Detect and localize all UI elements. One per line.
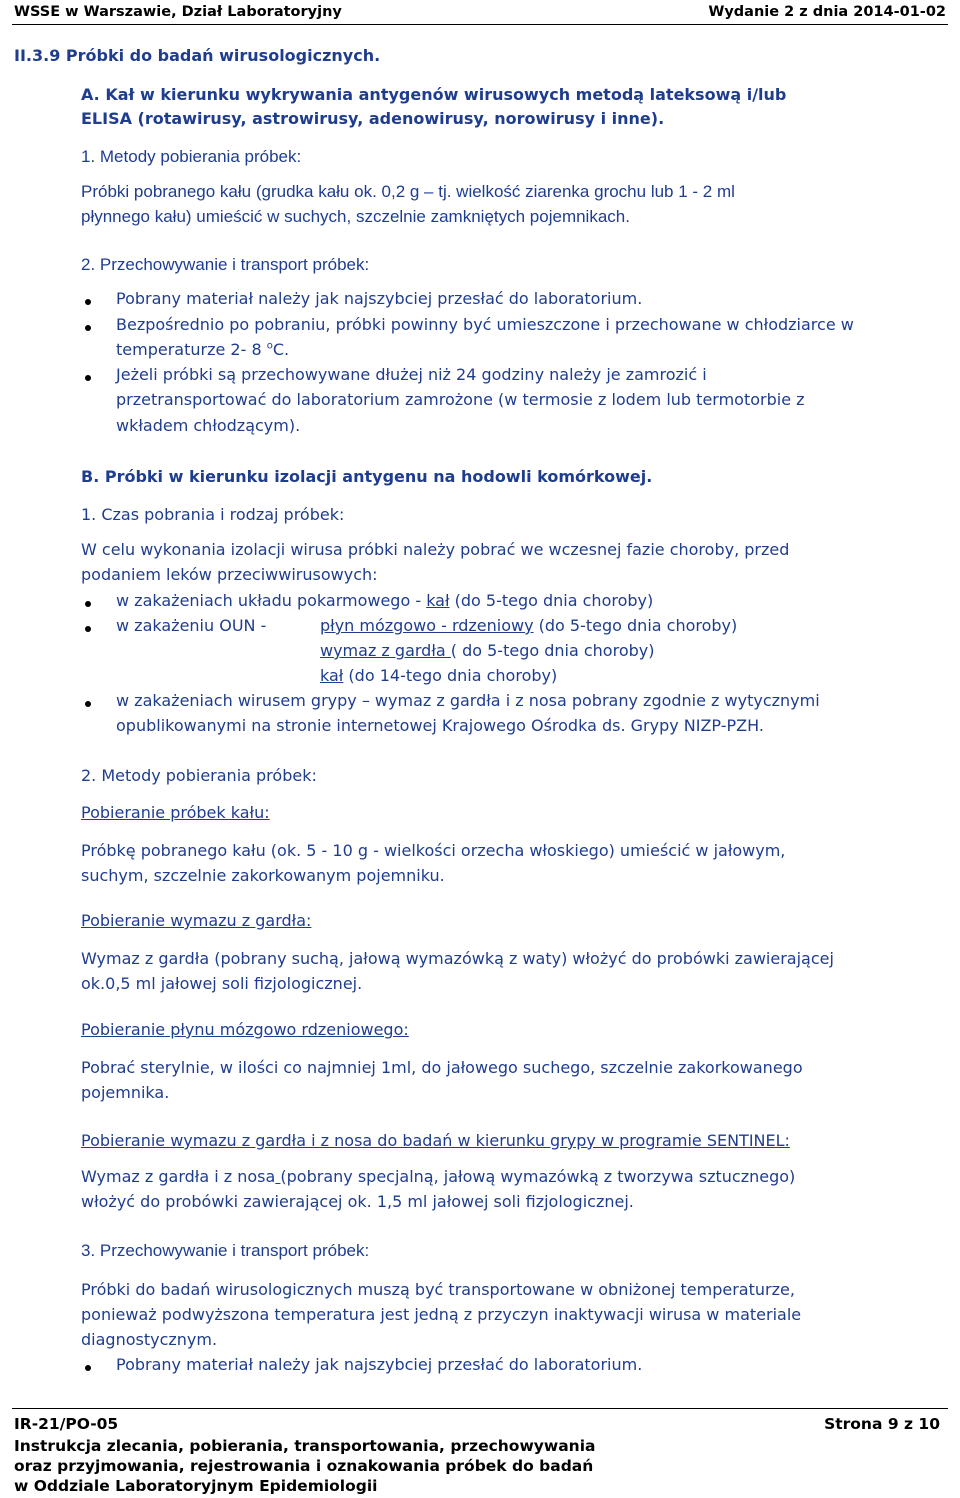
footer-line-2: oraz przyjmowania, rejestrowania i oznakowania próbek do badań bbox=[14, 1457, 594, 1475]
throat-line-2: ok.0,5 ml jałowej soli fizjologicznej. bbox=[81, 974, 363, 993]
csf-line-1: Pobrać sterylnie, w ilości co najmniej 1ml, do jałowego suchego, szczelnie zakorkowanego bbox=[81, 1058, 803, 1077]
a-bullet-3-line-2: przetransportować do laboratorium zamrożone (w termosie z lodem lub termotorbie z bbox=[116, 390, 805, 409]
b-storage-line-2: ponieważ podwyższona temperatura jest jedną z przyczyn inaktywacji wirusa w materiale bbox=[81, 1305, 802, 1324]
a-bullet-2-line-1: Bezpośrednio po pobraniu, próbki powinny być umieszczone i przechowane w chłodziarce w bbox=[116, 315, 854, 334]
footer-code: IR-21/PO-05 bbox=[14, 1415, 119, 1433]
bullet-dot bbox=[85, 701, 91, 707]
stool-line-1: Próbkę pobranego kału (ok. 5 - 10 g - wielkości orzecha włoskiego) umieścić w jałowym, bbox=[81, 841, 786, 860]
bullet-dot bbox=[85, 299, 91, 305]
footer-page-number: Strona 9 z 10 bbox=[824, 1415, 940, 1433]
footer-line-3: w Oddziale Laboratoryjnym Epidemiologii bbox=[14, 1477, 378, 1495]
b-storage-bullet: Pobrany materiał należy jak najszybciej przesłać do laboratorium. bbox=[116, 1355, 643, 1374]
b-storage-title: 3. Przechowywanie i transport próbek: bbox=[81, 1241, 370, 1260]
b-list-item-2-label: w zakażeniu OUN - bbox=[116, 616, 267, 635]
csf-heading: Pobieranie płynu mózgowo rdzeniowego: bbox=[81, 1020, 409, 1039]
b-storage-line-1: Próbki do badań wirusologicznych muszą być transportowane w obniżonej temperaturze, bbox=[81, 1280, 795, 1299]
header-left: WSSE w Warszawie, Dział Laboratoryjny bbox=[14, 4, 342, 20]
b-methods-title: 2. Metody pobierania próbek: bbox=[81, 766, 317, 785]
b-intro-line-1: W celu wykonania izolacji wirusa próbki należy pobrać we wczesnej fazie choroby, przed bbox=[81, 540, 790, 559]
csf-line-2: pojemnika. bbox=[81, 1083, 170, 1102]
throat-heading: Pobieranie wymazu z gardła: bbox=[81, 911, 312, 930]
section-b-title: B. Próbki w kierunku izolacji antygenu na hodowli komórkowej. bbox=[81, 467, 653, 486]
a-storage-title: 2. Przechowywanie i transport próbek: bbox=[81, 255, 370, 274]
b-list-item-2-stool: kał (do 14-tego dnia choroby) bbox=[320, 666, 558, 685]
bullet-dot bbox=[85, 375, 91, 381]
a-bullet-3-line-3: wkładem chłodzącym). bbox=[116, 416, 301, 435]
stool-heading: Pobieranie próbek kału: bbox=[81, 803, 270, 822]
header-rule bbox=[12, 24, 948, 25]
throat-line-1: Wymaz z gardła (pobrany suchą, jałową wymazówką z waty) włożyć do probówki zawierającej bbox=[81, 949, 834, 968]
b-storage-line-3: diagnostycznym. bbox=[81, 1330, 218, 1349]
header-right: Wydanie 2 z dnia 2014-01-02 bbox=[708, 4, 946, 20]
a-methods-line-1: Próbki pobranego kału (grudka kału ok. 0,2 g – tj. wielkość ziarenka grochu lub 1 - 2 ml bbox=[81, 182, 735, 201]
a-bullet-2-line-2: temperaturze 2- 8 $^o$C. bbox=[116, 340, 290, 359]
b-list-item-3-line-1: w zakażeniach wirusem grypy – wymaz z gardła i z nosa pobrany zgodnie z wytycznymi bbox=[116, 691, 820, 710]
section-title: II.3.9 Próbki do badań wirusologicznych. bbox=[14, 46, 381, 65]
b-list-item-2-csf: płyn mózgowo - rdzeniowy (do 5-tego dnia choroby) bbox=[320, 616, 738, 635]
b-list-item-1: w zakażeniach układu pokarmowego - kał (do 5-tego dnia choroby) bbox=[116, 591, 654, 610]
flu-heading: Pobieranie wymazu z gardła i z nosa do badań w kierunku grypy w programie SENTINEL: bbox=[81, 1131, 790, 1150]
b-list-item-3-line-2: opublikowanymi na stronie internetowej Krajowego Ośrodka ds. Grypy NIZP-PZH. bbox=[116, 716, 764, 735]
a-bullet-3-line-1: Jeżeli próbki są przechowywane dłużej niż 24 godziny należy je zamrozić i bbox=[116, 365, 707, 384]
a-methods-line-2: płynnego kału) umieścić w suchych, szczelnie zamkniętych pojemnikach. bbox=[81, 207, 630, 226]
flu-line-2: włożyć do probówki zawierającej ok. 1,5 ml jałowej soli fizjologicznej. bbox=[81, 1192, 634, 1211]
a-bullet-1: Pobrany materiał należy jak najszybciej przesłać do laboratorium. bbox=[116, 289, 643, 308]
section-a-title-2: ELISA (rotawirusy, astrowirusy, adenowirusy, norowirusy i inne). bbox=[81, 109, 665, 128]
bullet-dot bbox=[85, 325, 91, 331]
footer-rule bbox=[12, 1408, 948, 1409]
footer-line-1: Instrukcja zlecania, pobierania, transportowania, przechowywania bbox=[14, 1437, 596, 1455]
bullet-dot bbox=[85, 626, 91, 632]
b-list-item-2-throat: wymaz z gardła ( do 5-tego dnia choroby) bbox=[320, 641, 655, 660]
a-methods-title: 1. Metody pobierania próbek: bbox=[81, 147, 302, 166]
flu-line-1: Wymaz z gardła i z nosa (pobrany specjalną, jałową wymazówką z tworzywa sztucznego) bbox=[81, 1167, 796, 1186]
section-a-title-1: A. Kał w kierunku wykrywania antygenów wirusowych metodą lateksową i/lub bbox=[81, 85, 787, 104]
b-time-title: 1. Czas pobrania i rodzaj próbek: bbox=[81, 505, 345, 524]
bullet-dot bbox=[85, 1365, 91, 1371]
stool-line-2: suchym, szczelnie zakorkowanym pojemniku. bbox=[81, 866, 445, 885]
bullet-dot bbox=[85, 601, 91, 607]
b-intro-line-2: podaniem leków przeciwwirusowych: bbox=[81, 565, 378, 584]
